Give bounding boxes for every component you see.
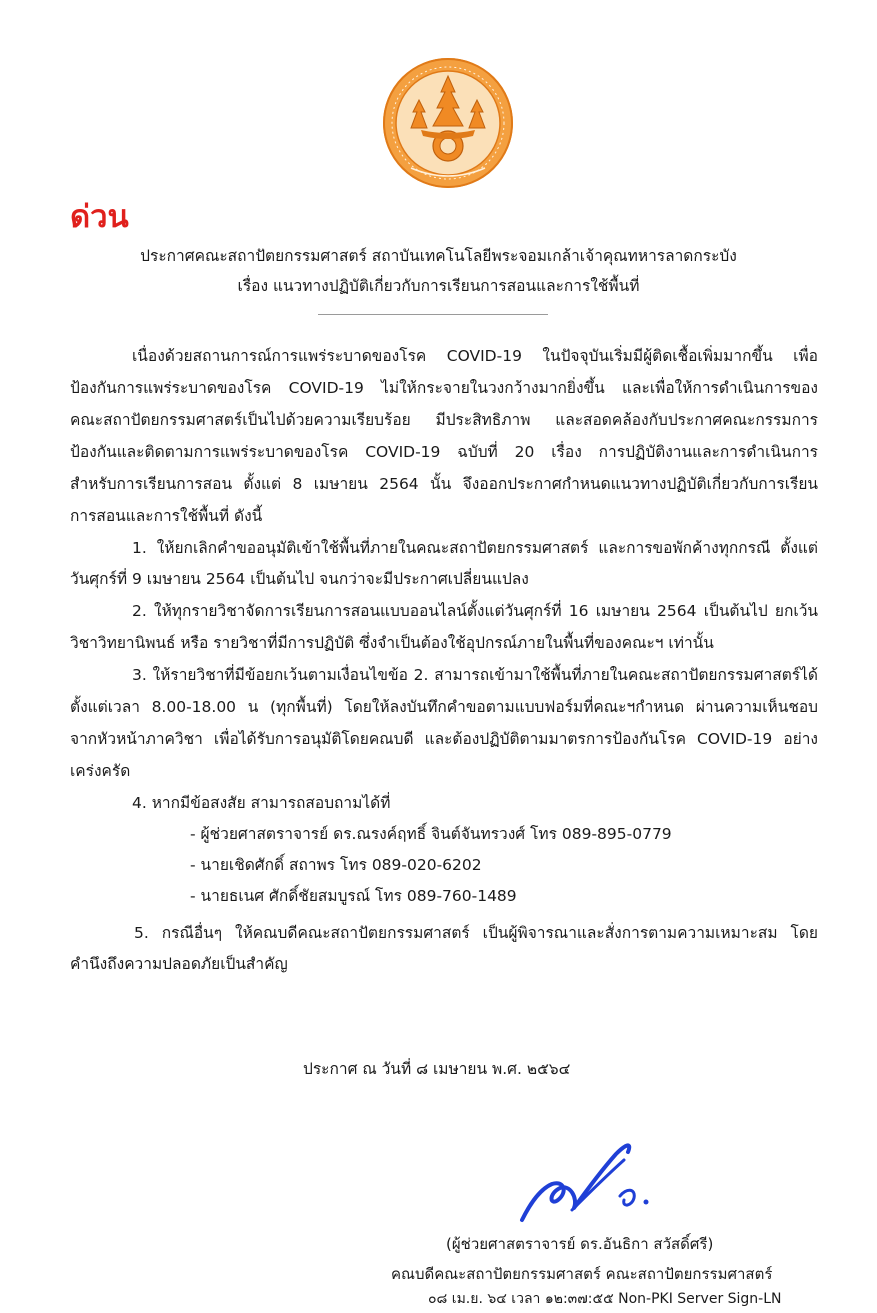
item-1-line: วันศุกร์ที่ 9 เมษายน 2564 เป็นต้นไป จนกว่าจะมีประกาศเปลี่ยนแปลง — [70, 570, 529, 588]
intro-line: ป้องกันและติดตามการแพร่ระบาดของโรค COVID-19 ฉบับที่ 20 เรื่อง การปฏิบัติงานและการดำเนินการ — [70, 443, 818, 461]
signer-position: คณบดีคณะสถาปัตยกรรมศาสตร์ คณะสถาปัตยกรรมศาสตร์ — [391, 1265, 773, 1283]
item-2-line: 2. ให้ทุกรายวิชาจัดการเรียนการสอนแบบออนไลน์ตั้งแต่วันศุกร์ที่ 16 เมษายน 2564 เป็นต้นไป ยกเว้น — [132, 602, 818, 620]
contact-item: - นายเชิดศักดิ์ สถาพร โทร 089-020-6202 — [190, 856, 482, 874]
item-5-line: คำนึงถึงความปลอดภัยเป็นสำคัญ — [70, 955, 288, 973]
contact-item: - นายธเนศ ศักดิ์ชัยสมบูรณ์ โทร 089-760-1489 — [190, 887, 517, 905]
urgent-label: ด่วน — [70, 199, 129, 235]
item-3-line: 3. ให้รายวิชาที่มีข้อยกเว้นตามเงื่อนไขข้อ 2. สามารถเข้ามาใช้พื้นที่ภายในคณะสถาปัตยกรรมศาสตร์ได้ — [132, 666, 818, 684]
institute-seal-emblem — [381, 56, 515, 190]
handwritten-signature — [508, 1138, 658, 1228]
item-1-line: 1. ให้ยกเลิกคำขออนุมัติเข้าใช้พื้นที่ภายในคณะสถาปัตยกรรมศาสตร์ และการขอพักค้างทุกกรณี ตั้งแต่ — [132, 539, 818, 557]
signer-name: (ผู้ช่วยศาสตราจารย์ ดร.อันธิกา สวัสดิ์ศรี) — [446, 1235, 714, 1253]
intro-line: การสอนและการใช้พื้นที่ ดังนี้ — [70, 507, 263, 525]
intro-line: เนื่องด้วยสถานการณ์การแพร่ระบาดของโรค COVID-19 ในปัจจุบันเริ่มมีผู้ติดเชื้อเพิ่มมากขึ้น เพื่อ — [132, 347, 818, 365]
announce-date: ประกาศ ณ วันที่ ๘ เมษายน พ.ศ. ๒๕๖๔ — [303, 1060, 571, 1078]
item-3-line: ตั้งแต่เวลา 8.00-18.00 น (ทุกพื้นที่) โดยให้ลงบันทึกคำขอตามแบบฟอร์มที่คณะฯกำหนด ผ่านความเห็นชอบ — [70, 698, 818, 716]
digital-sign-stamp: ๐๘ เม.ย. ๖๔ เวลา ๑๒:๓๗:๕๕ Non-PKI Server Sign-LN — [428, 1291, 782, 1307]
contact-item: - ผู้ช่วยศาสตราจารย์ ดร.ณรงค์ฤทธิ์ จินต์จันทรวงศ์ โทร 089-895-0779 — [190, 825, 672, 843]
intro-line: ป้องกันการแพร่ระบาดของโรค COVID-19 ไม่ให้กระจายในวงกว้างมากยิ่งขึ้น และเพื่อให้การดำเนินการของ — [70, 379, 818, 397]
intro-line: สำหรับการเรียนการสอน ตั้งแต่ 8 เมษายน 2564 นั้น จึงออกประกาศกำหนดแนวทางปฏิบัติเกี่ยวกับการเรียน — [70, 475, 818, 493]
announcement-subject: เรื่อง แนวทางปฏิบัติเกี่ยวกับการเรียนการสอนและการใช้พื้นที่ — [237, 277, 640, 295]
announcement-title: ประกาศคณะสถาปัตยกรรมศาสตร์ สถาบันเทคโนโลยีพระจอมเกล้าเจ้าคุณทหารลาดกระบัง — [140, 247, 737, 265]
item-3-line: จากหัวหน้าภาควิชา เพื่อได้รับการอนุมัติโดยคณบดี และต้องปฏิบัติตามมาตรการป้องกันโรค COVID-19 อย่าง — [70, 730, 818, 748]
title-divider — [318, 314, 548, 315]
item-4-line: 4. หากมีข้อสงสัย สามารถสอบถามได้ที่ — [132, 794, 391, 812]
intro-line: คณะสถาปัตยกรรมศาสตร์เป็นไปด้วยความเรียบร้อย มีประสิทธิภาพ และสอดคล้องกับประกาศคณะกรรมการ — [70, 411, 818, 429]
item-3-line: เคร่งครัด — [70, 762, 131, 780]
item-5-line: 5. กรณีอื่นๆ ให้คณบดีคณะสถาปัตยกรรมศาสตร์ เป็นผู้พิจารณาและสั่งการตามความเหมาะสม โดย — [134, 924, 818, 942]
item-2-line: วิชาวิทยานิพนธ์ หรือ รายวิชาที่มีการปฏิบัติ ซึ่งจำเป็นต้องใช้อุปกรณ์ภายในพื้นที่ของคณะฯ เท่านั้น — [70, 634, 714, 652]
